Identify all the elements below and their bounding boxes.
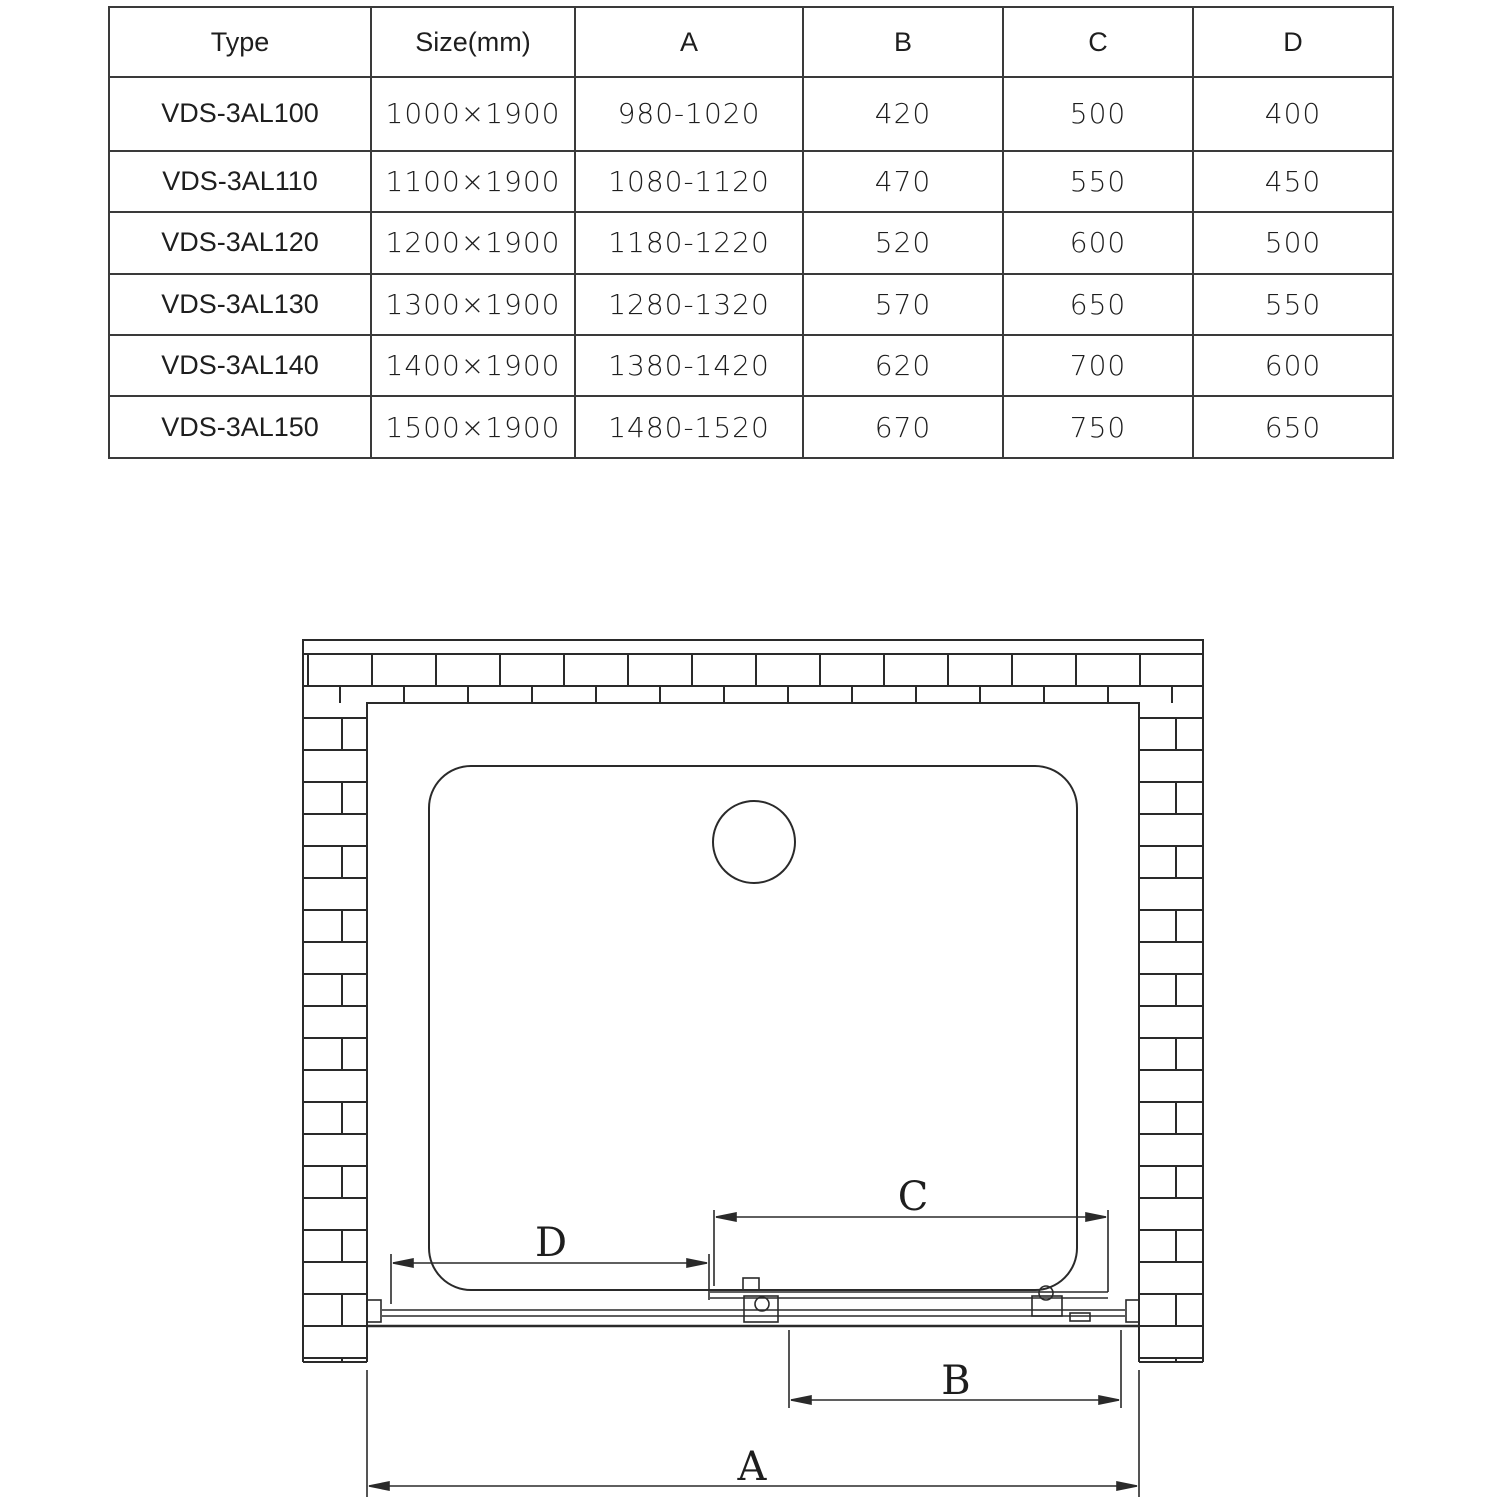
- cell-size: 1000×1900: [371, 77, 575, 151]
- header-c: C: [1003, 7, 1193, 77]
- cell-b: 570: [803, 274, 1003, 335]
- cell-d: 650: [1193, 396, 1393, 458]
- cell-b: 420: [803, 77, 1003, 151]
- cell-a: 1180-1220: [575, 212, 803, 273]
- dim-label-a: A: [737, 1444, 767, 1490]
- cell-a: 1080-1120: [575, 151, 803, 212]
- door-profile: [367, 1278, 1139, 1326]
- cell-a: 1380-1420: [575, 335, 803, 396]
- cell-d: 450: [1193, 151, 1393, 212]
- arrow-c-right: [1086, 1213, 1106, 1221]
- cell-type: VDS-3AL150: [109, 396, 371, 458]
- wall-bracket-right: [1126, 1300, 1139, 1322]
- cell-b: 670: [803, 396, 1003, 458]
- arrow-b-left: [791, 1396, 811, 1404]
- arrow-b-right: [1099, 1396, 1119, 1404]
- cell-c: 700: [1003, 335, 1193, 396]
- cell-c: 750: [1003, 396, 1193, 458]
- cell-type: VDS-3AL100: [109, 77, 371, 151]
- cell-type: VDS-3AL110: [109, 151, 371, 212]
- header-a: A: [575, 7, 803, 77]
- roller-left-wheel: [755, 1297, 769, 1311]
- dim-label-c: C: [897, 1174, 929, 1220]
- brick-walls: [303, 640, 1203, 1362]
- cell-a: 1480-1520: [575, 396, 803, 458]
- cell-d: 600: [1193, 335, 1393, 396]
- wall-bracket-left: [367, 1300, 381, 1322]
- cell-type: VDS-3AL120: [109, 212, 371, 273]
- arrow-c-left: [716, 1213, 736, 1221]
- cell-size: 1200×1900: [371, 212, 575, 273]
- cell-d: 500: [1193, 212, 1393, 273]
- cell-d: 400: [1193, 77, 1393, 151]
- dim-label-b: B: [941, 1358, 971, 1404]
- cell-c: 500: [1003, 77, 1193, 151]
- cell-b: 470: [803, 151, 1003, 212]
- cell-size: 1300×1900: [371, 274, 575, 335]
- cell-c: 550: [1003, 151, 1193, 212]
- arrow-a-right: [1117, 1482, 1137, 1490]
- cell-size: 1100×1900: [371, 151, 575, 212]
- header-b: B: [803, 7, 1003, 77]
- drain-icon: [713, 801, 795, 883]
- roller-left: [743, 1278, 759, 1290]
- cell-b: 620: [803, 335, 1003, 396]
- cell-type: VDS-3AL130: [109, 274, 371, 335]
- cell-b: 520: [803, 212, 1003, 273]
- cell-type: VDS-3AL140: [109, 335, 371, 396]
- roller-right-base: [1032, 1296, 1062, 1316]
- cell-size: 1400×1900: [371, 335, 575, 396]
- tray-outline: [429, 766, 1077, 1290]
- header-type: Type: [109, 7, 371, 77]
- arrow-d-left: [393, 1259, 413, 1267]
- cell-a: 1280-1320: [575, 274, 803, 335]
- arrow-d-right: [687, 1259, 707, 1267]
- cell-c: 600: [1003, 212, 1193, 273]
- cell-a: 980-1020: [575, 77, 803, 151]
- wall-outline-outer: [303, 640, 1203, 1362]
- handle-stop: [1070, 1313, 1090, 1321]
- header-size: Size(mm): [371, 7, 575, 77]
- arrow-a-left: [369, 1482, 389, 1490]
- dim-label-d: D: [534, 1220, 568, 1266]
- cell-c: 650: [1003, 274, 1193, 335]
- cell-size: 1500×1900: [371, 396, 575, 458]
- shower-tray: [429, 766, 1077, 1290]
- header-d: D: [1193, 7, 1393, 77]
- cell-d: 550: [1193, 274, 1393, 335]
- roller-left-base: [744, 1296, 778, 1322]
